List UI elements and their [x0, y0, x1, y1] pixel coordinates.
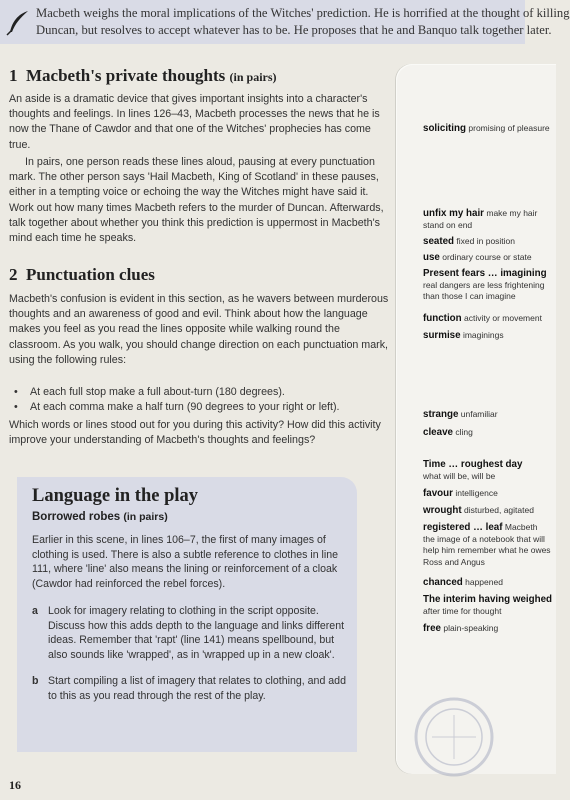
glossary-entry	[423, 313, 542, 325]
glossary-term: favour	[423, 488, 453, 499]
glossary-entry	[423, 427, 533, 439]
glossary-definition: Macbeth	[504, 522, 538, 532]
rules-list	[14, 385, 394, 416]
glossary-term: Present fears … imagining	[423, 268, 547, 279]
list-item: • At each full stop make a full about-turn (180 degrees).	[14, 385, 394, 400]
summary-line-1: Macbeth weighs the moral implications of the Witches' prediction. He is horrified at the thought of killing	[36, 6, 570, 20]
section-title: Macbeth's private thoughts	[26, 66, 226, 85]
task-text: Start compiling a list of imagery that relates to clothing, and add to this as you read through the rest of the play.	[48, 675, 346, 702]
glossary-term: soliciting	[423, 123, 467, 134]
quill-pen-icon	[6, 10, 30, 36]
glossary-entry	[423, 577, 533, 589]
glossary-term: function	[423, 313, 462, 324]
glossary-term: strange	[423, 409, 459, 420]
glossary-entry	[423, 268, 547, 303]
glossary-definition: what will be, will be	[423, 470, 496, 481]
glossary-term: free	[423, 623, 441, 634]
box-subtitle	[32, 511, 168, 523]
glossary-definition: Ross and Angus	[423, 556, 485, 567]
glossary-entry	[423, 236, 533, 248]
glossary-entry	[423, 505, 533, 517]
section-1-heading	[9, 66, 277, 86]
section-2-paragraph-1: Macbeth's confusion is evident in this section, as he wavers between murderous thoughts and an awareness of good and evil. Think about how the language makes you feel as you read the lines opposite while walking round the classroom. As you walk, you should change direction on each punctuation mark, using the following rules:	[9, 293, 389, 366]
glossary-entry	[423, 330, 533, 342]
glossary-definition: happened	[465, 577, 503, 587]
glossary-definition: ordinary course or state	[442, 252, 532, 262]
glossary-term: Time … roughest day	[423, 459, 523, 470]
glossary-term: seated	[423, 236, 455, 247]
section-number: 1	[9, 66, 18, 85]
task-text: Look for imagery relating to clothing in the script opposite. Discuss how this adds depth to the language and links different ideas. Remember that 'rapt' (line 141) means spellbound, but also sounds like 'wrapped', as in 'wrapped up in a new cloak'.	[48, 605, 345, 661]
task-label: a	[32, 605, 38, 617]
summary-line-2: Duncan, but resolves to accept whatever has to be. He proposes that he and Banquo talk together later.	[36, 22, 552, 37]
glossary-term: use	[423, 252, 440, 263]
summary-text	[36, 5, 570, 38]
glossary-term: unfix my hair	[423, 208, 484, 219]
glossary-term: The interim having weighed	[423, 594, 553, 605]
glossary-entry	[423, 409, 533, 421]
glossary-entry	[423, 208, 538, 231]
glossary-definition: make my hair	[486, 208, 538, 218]
glossary-definition: fixed in position	[456, 236, 516, 246]
glossary-definition: unfamiliar	[460, 409, 498, 419]
box-intro: Earlier in this scene, in lines 106–7, the first of many images of clothing is used. There is also a subtle reference to clothes in line 111, where 'line' also means the lining or reinforcement of a cloak (Cawdor had reinforced the rebel forces).	[32, 534, 339, 590]
task-label: b	[32, 675, 39, 687]
section-1-paragraph-2: In pairs, one person reads these lines aloud, pausing at every punctuation mark. The other person says 'Hail Macbeth, King of Scotland' in these pauses, either in a tempting voice or echoing the way the Witches might have said it. Work out how many times Macbeth refers to the murder of Duncan. Afterwards, talk together about whether you think this prediction is uppermost in Macbeth's mind each time he speaks.	[9, 156, 384, 245]
box-title: Language in the play	[32, 486, 199, 506]
task-item-b	[32, 674, 350, 703]
glossary-entry	[423, 252, 533, 264]
glossary-term: surmise	[423, 330, 461, 341]
glossary-entry	[423, 522, 551, 568]
list-item: • At each comma make a half turn (90 degrees to your right or left).	[14, 400, 394, 415]
section-tag: (in pairs)	[229, 70, 277, 84]
scene-summary	[0, 0, 570, 44]
glossary-definition: help him remember what he owes	[423, 545, 551, 555]
glossary-entry	[423, 594, 553, 617]
glossary-entry	[423, 488, 533, 500]
section-2-paragraph-2: Which words or lines stood out for you during this activity? How did this activity improve your understanding of Macbeth's thoughts and feelings?	[9, 419, 381, 447]
section-1-paragraph-1: An aside is a dramatic device that gives important insights into a character's thoughts and feelings. In lines 126–43, Macbeth processes the news that he is now the Thane of Cawdor and that one of the Witches' prophecies has come true.	[9, 93, 380, 151]
glossary-term: registered … leaf	[423, 522, 503, 533]
section-title: Punctuation clues	[26, 265, 155, 284]
glossary-definition: imaginings	[462, 330, 504, 340]
glossary-term: cleave	[423, 427, 453, 438]
glossary-term: wrought	[423, 505, 462, 516]
glossary-entry	[423, 459, 533, 482]
glossary-definition: stand on end	[423, 219, 473, 230]
section-number: 2	[9, 265, 18, 284]
box-subtitle-text: Borrowed robes	[32, 511, 121, 523]
glossary-term: chanced	[423, 577, 463, 588]
glossary-definition: intelligence	[455, 488, 498, 498]
seal-stamp-icon	[412, 695, 496, 779]
glossary-entry	[423, 623, 533, 635]
glossary-definition: disturbed, agitated	[464, 505, 534, 515]
glossary-entry	[423, 123, 550, 135]
task-item-a	[32, 604, 350, 662]
glossary-definition: cling	[455, 427, 473, 437]
glossary-definition: than those I can imagine	[423, 291, 516, 301]
page-number: 16	[9, 778, 21, 792]
glossary-definition: plain-speaking	[443, 623, 499, 633]
glossary-definition: real dangers are less frightening	[423, 279, 545, 290]
box-subtitle-tag: (in pairs)	[123, 511, 168, 523]
glossary-definition: activity or movement	[464, 313, 542, 323]
section-2-heading	[9, 265, 155, 285]
glossary-definition: promising of pleasure	[468, 123, 550, 133]
glossary-definition: after time for thought	[423, 605, 502, 616]
glossary-definition: the image of a notebook that will	[423, 533, 545, 544]
